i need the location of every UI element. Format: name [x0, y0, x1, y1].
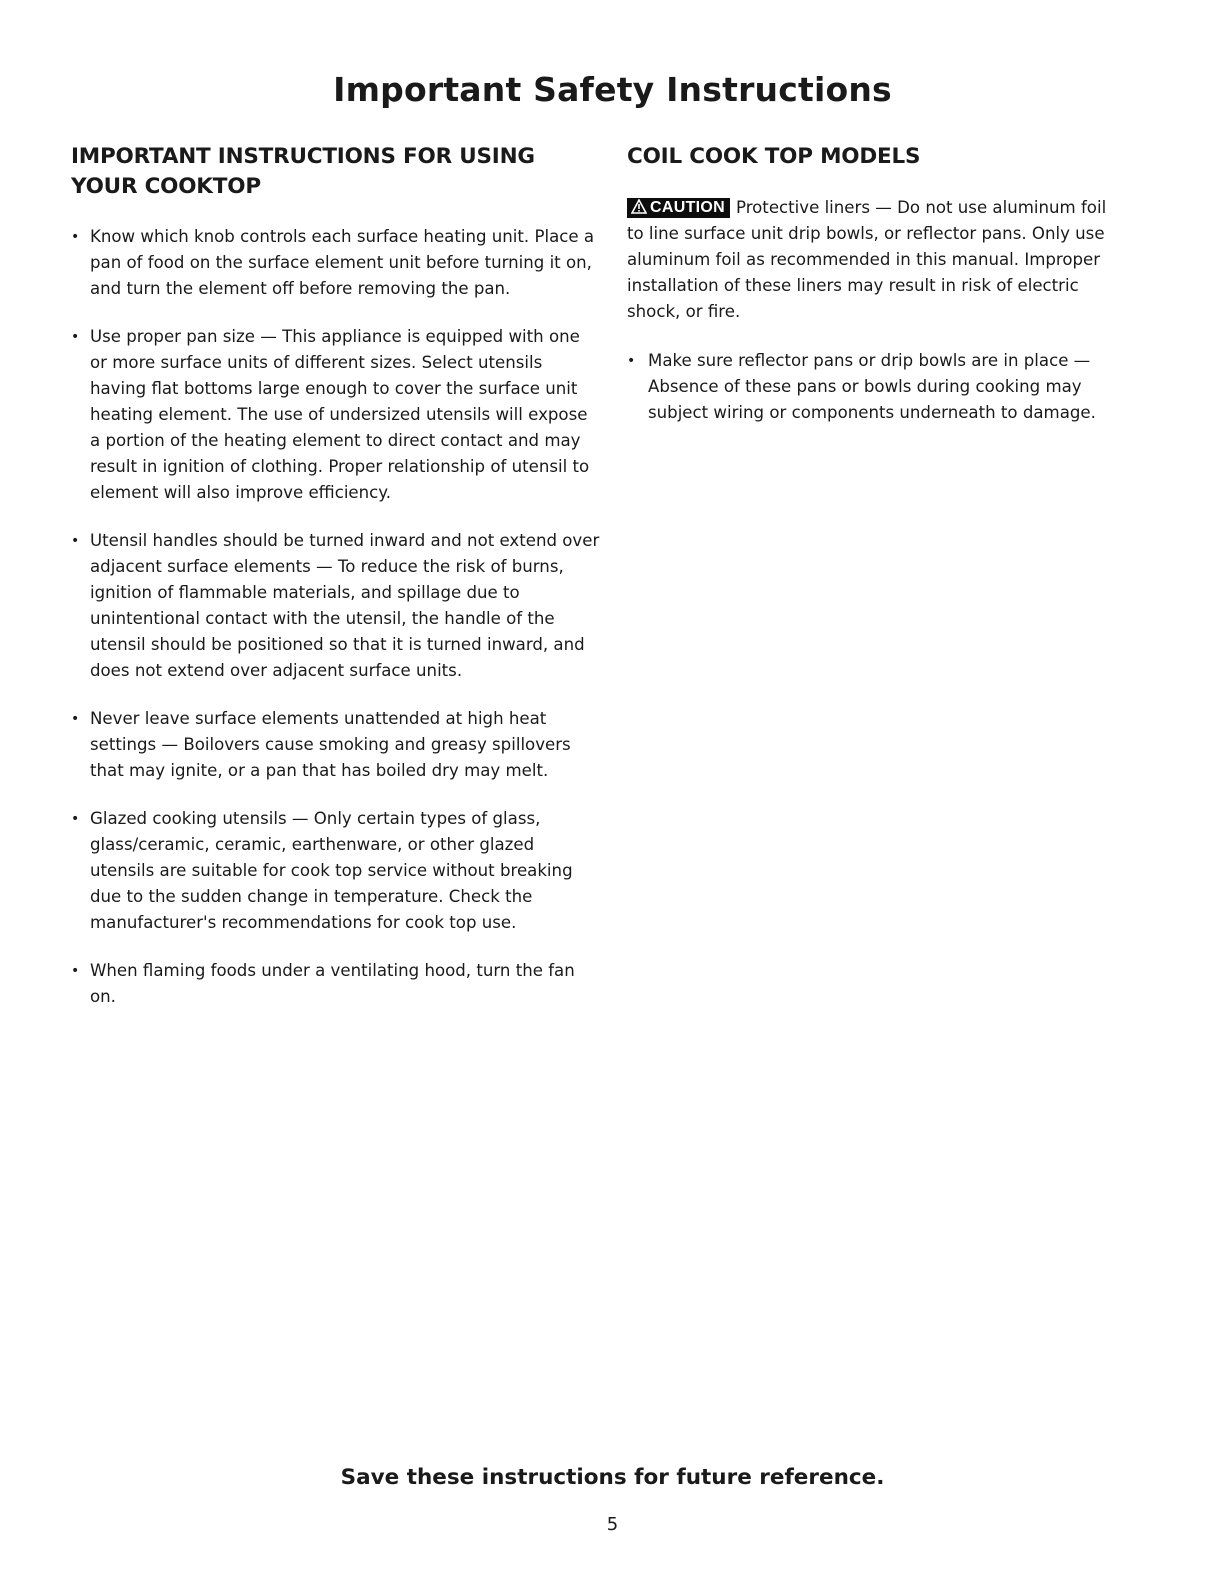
- list-item: [627, 348, 1107, 426]
- warning-triangle-icon: [631, 199, 647, 214]
- section-heading-cooktop: IMPORTANT INSTRUCTIONS FOR USING YOUR COOKTOP: [71, 144, 535, 199]
- list-item: [71, 224, 601, 302]
- page-number: 5: [606, 1514, 619, 1535]
- list-item-text: Glazed cooking utensils — Only certain types of glass, glass/ceramic, ceramic, earthenware, or other glazed utensils are suitable for cook top service without breaking due to the sudden change in temperature. Check the manufacturer's recommendations for cook top use.: [90, 809, 573, 932]
- caution-paragraph: [627, 195, 1107, 325]
- footer-note: Save these instructions for future reference.: [340, 1465, 885, 1490]
- list-item-text: Use proper pan size — This appliance is equipped with one or more surface units of different sizes. Select utensils having flat bottoms large enough to cover the surface unit heating element. The use of undersized utensils will expose a portion of the heating element to direct contact and may result in ignition of clothing. Proper relationship of utensil to element will also improve efficiency.: [90, 327, 590, 502]
- bullet-icon: •: [71, 533, 80, 549]
- bullet-icon: •: [627, 353, 636, 369]
- coil-models-list: [627, 348, 1107, 426]
- list-item-text: Know which knob controls each surface heating unit. Place a pan of food on the surface element unit before turning it on, and turn the element off before removing the pan.: [90, 227, 595, 298]
- bullet-icon: •: [71, 711, 80, 727]
- caution-label: CAUTION: [650, 199, 725, 216]
- list-item: [71, 528, 601, 684]
- list-item: [71, 958, 601, 1010]
- right-column: [627, 142, 1107, 448]
- left-column: [71, 142, 601, 1032]
- bullet-icon: •: [71, 229, 80, 245]
- list-item: [71, 706, 601, 784]
- list-item-text: Never leave surface elements unattended at high heat settings — Boilovers cause smoking and greasy spillovers that may ignite, or a pan that has boiled dry may melt.: [90, 709, 571, 780]
- list-item-text: Make sure reflector pans or drip bowls are in place — Absence of these pans or bowls during cooking may subject wiring or components underneath to damage.: [648, 351, 1096, 422]
- list-item-text: Utensil handles should be turned inward and not extend over adjacent surface elements — To reduce the risk of burns, ignition of flammable materials, and spillage due to unintentional contact with the utensil, the handle of the utensil should be positioned so that it is turned inward, and does not extend over adjacent surface units.: [90, 531, 600, 680]
- caution-badge: [627, 198, 730, 218]
- bullet-icon: •: [71, 329, 80, 345]
- section-heading-coil-models: COIL COOK TOP MODELS: [627, 144, 921, 169]
- caution-text: Protective liners — Do not use aluminum foil to line surface unit drip bowls, or reflector pans. Only use aluminum foil as recommended in this manual. Improper installation of these liners may result in risk of electric shock, or fire.: [627, 198, 1107, 321]
- bullet-icon: •: [71, 811, 80, 827]
- cooktop-instructions-list: [71, 224, 601, 1010]
- list-item-text: When flaming foods under a ventilating hood, turn the fan on.: [90, 961, 575, 1006]
- list-item: [71, 324, 601, 506]
- bullet-icon: •: [71, 963, 80, 979]
- page-title: Important Safety Instructions: [333, 70, 892, 109]
- list-item: [71, 806, 601, 936]
